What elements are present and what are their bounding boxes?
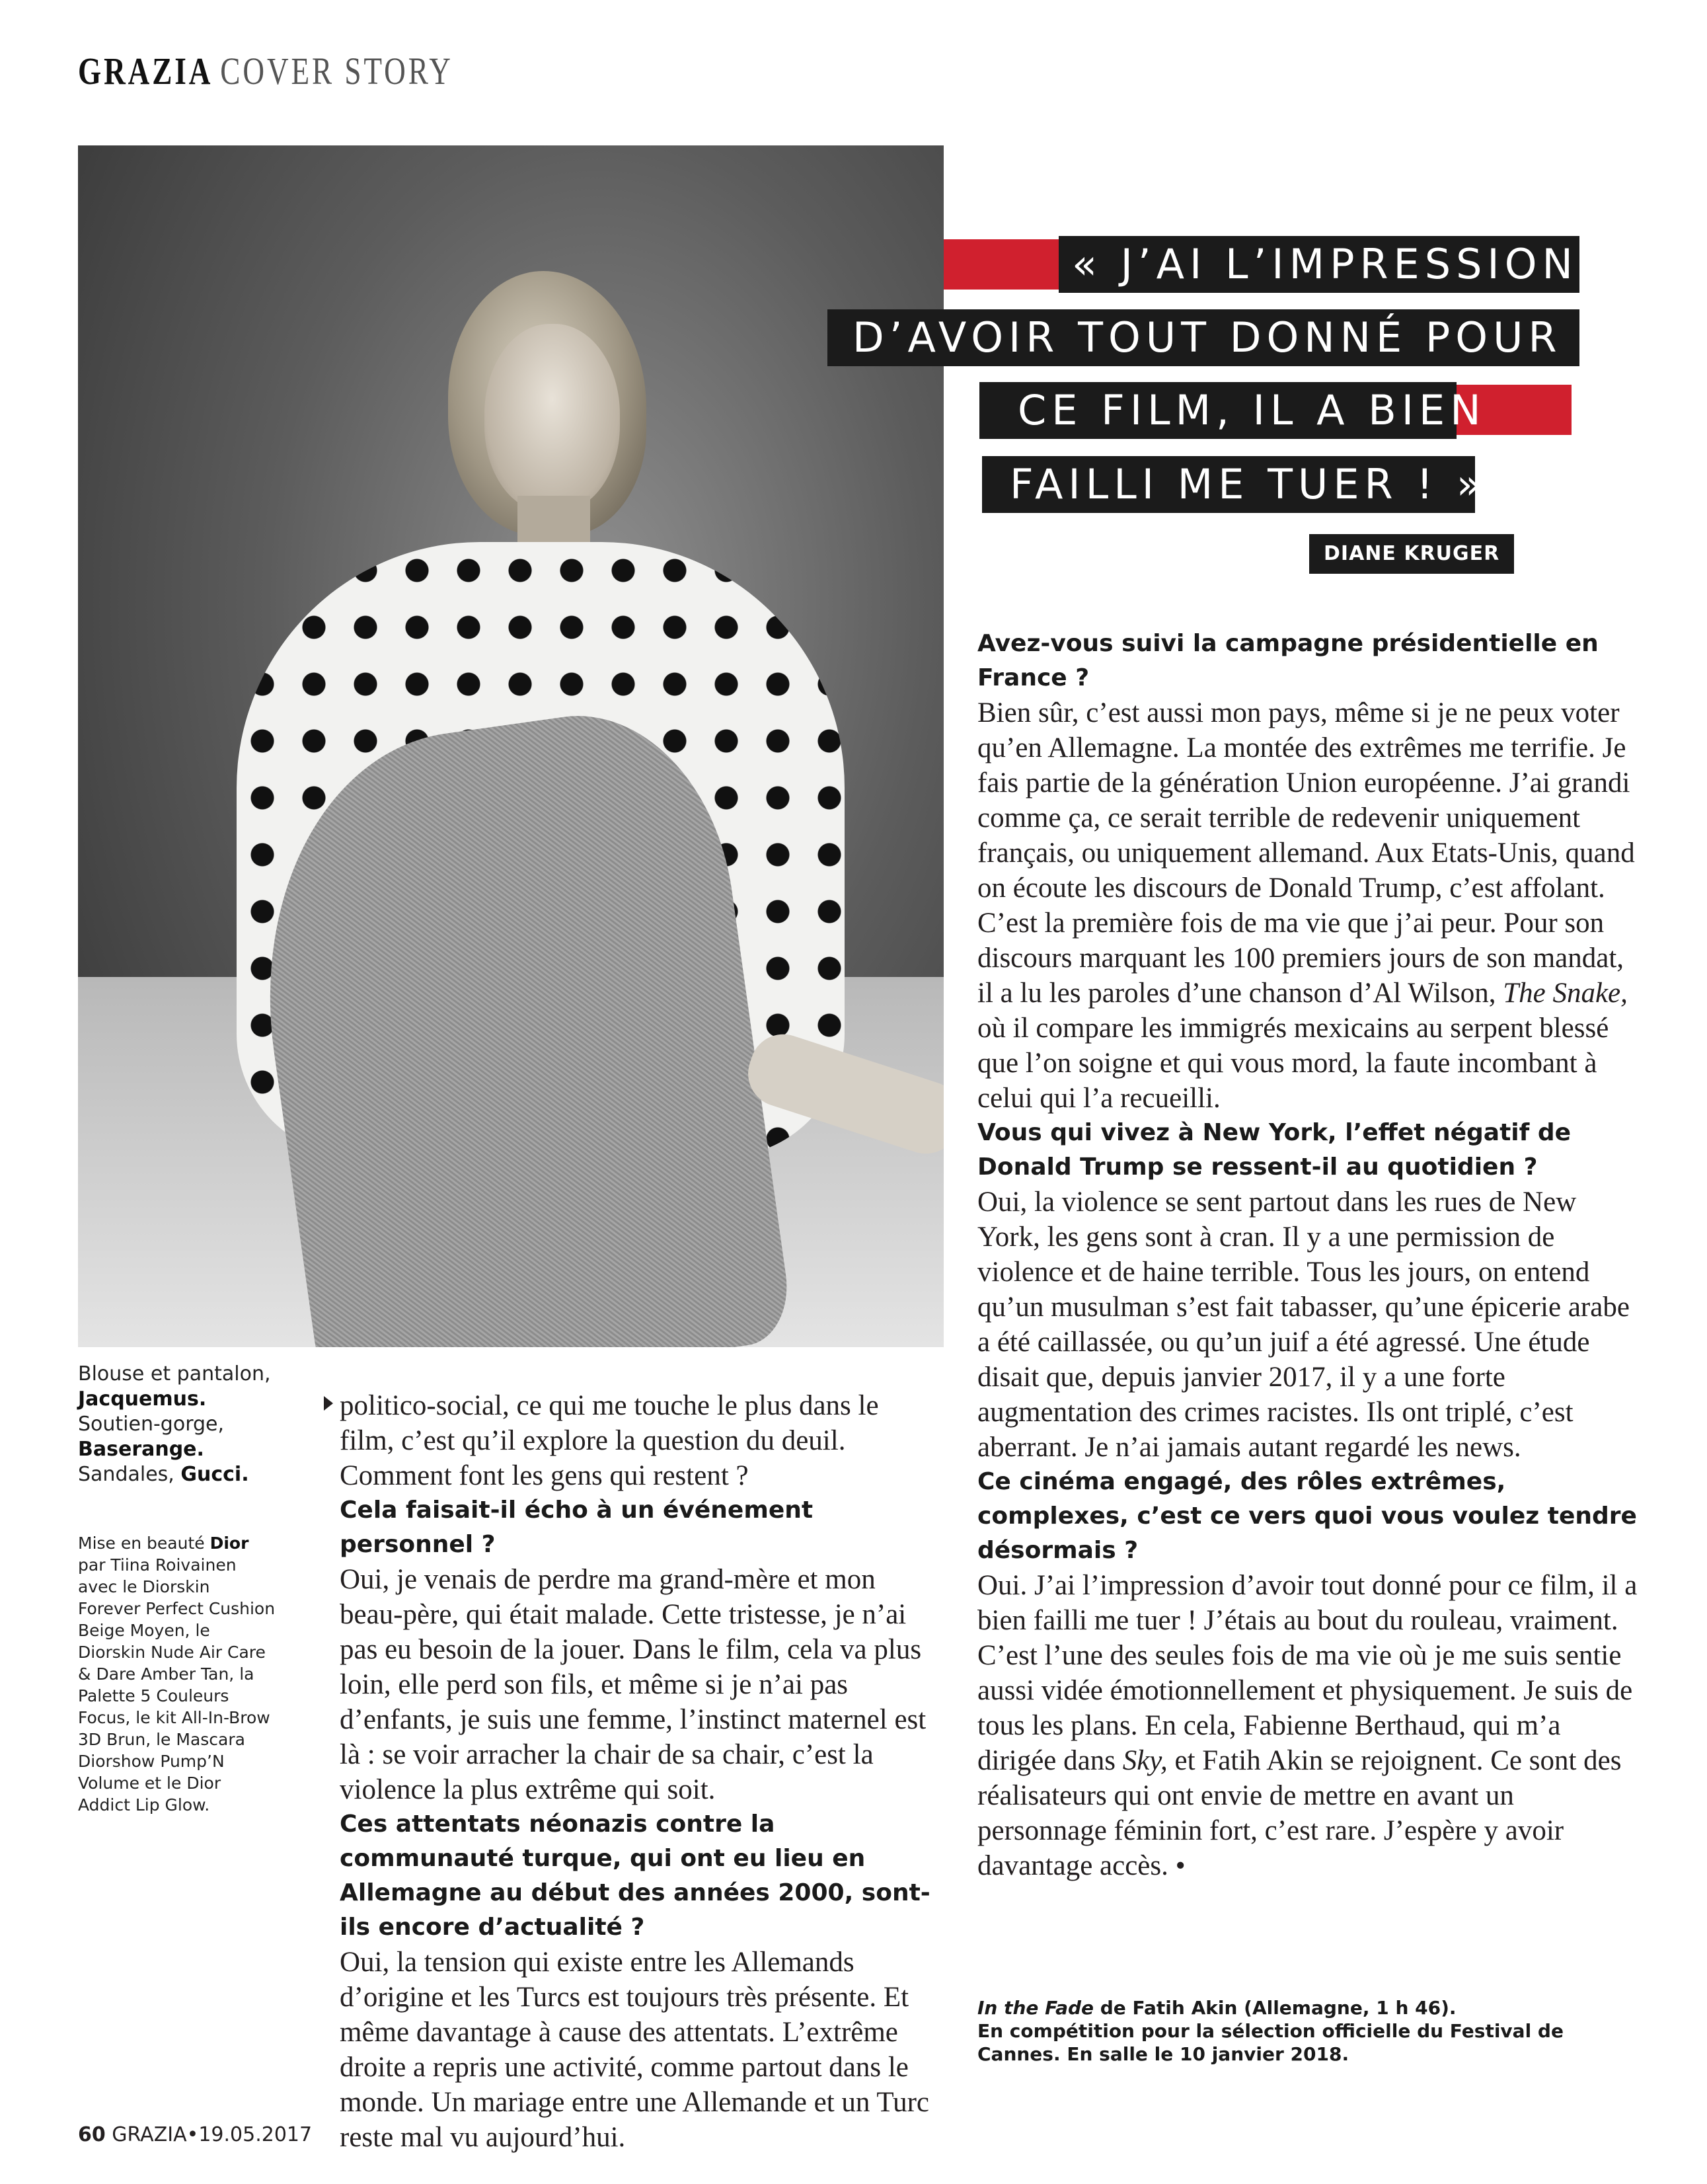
credit-text: Mise en beauté <box>78 1534 210 1553</box>
answer-text: et Fatih Akin se rejoignent. Ce sont des réalisateurs qui ont envie de mettre en avant un personnage féminin fort, c’est rare. J’espère y avoir davantage accès. • <box>977 1745 1622 1881</box>
footnote-text: En compétition pour la sélection officielle du Festival de Cannes. En salle le 10 janvier 2018. <box>977 2020 1564 2065</box>
film-title: Sky, <box>1122 1745 1168 1776</box>
cover-photo <box>78 145 944 1347</box>
answer-text: Oui. J’ai l’impression d’avoir tout donné pour ce film, il a bien failli me tuer ! J’étais au bout du rouleau, vraiment. C’est l’une des seules fois de ma vie où je me suis sentie aussi vidée émotionnellement et physiquement. Je suis de tous les plans. En cela, Fabienne Berthaud, qui m’a dirigée dans <box>977 1570 1638 1776</box>
answer-paragraph: Oui, la violence se sent partout dans les rues de New York, les gens sont à cran. Il y a une permission de violence et de haine terrible. Tous les jours, on entend qu’un musulman s’est fait tabasser, qu’une épicerie arabe a été caillassée, ou qu’un juif a été agressé. Une étude disait que, depuis janvier 2017, il y a une forte augmentation des crimes racistes. Ils ont triplé, c’est aberrant. Je n’ai jamais autant regardé les news. <box>977 1187 1630 1463</box>
footer-separator: • <box>186 2123 199 2146</box>
interview-question: Ce cinéma engagé, des rôles extrêmes, complexes, c’est ce vers quoi vous voulez tendre désormais ? <box>977 1468 1637 1564</box>
pull-quote-author: DIANE KRUGER <box>1309 534 1514 574</box>
interview-question: Ces attentats néonazis contre la communauté turque, qui ont eu lieu en Allemagne au début des années 2000, sont-ils encore d’actualité ? <box>340 1811 930 1941</box>
credit-text: par Tiina Roivainen avec le Diorskin Forever Perfect Cushion Beige Moyen, le Diorskin Nude Air Care & Dare Amber Tan, la Palette 5 Couleurs Focus, le kit All-In-Brow 3D Brun, le Mascara Diorshow Pump’N Volume et le Dior Addict Lip Glow. <box>78 1555 276 1814</box>
credit-brand: Dior <box>209 1534 249 1553</box>
section-title: COVER STORY <box>220 50 453 93</box>
footer-magazine: GRAZIA <box>112 2123 187 2146</box>
credit-brand: Baserange. <box>78 1438 204 1461</box>
pull-quote-line-4: FAILLI ME TUER ! » <box>982 456 1475 513</box>
song-title: The Snake, <box>1503 978 1628 1009</box>
credit-brand: Jacquemus. <box>78 1387 207 1411</box>
interview-question: Vous qui vivez à New York, l’effet négatif de Donald Trump se ressent-il au quotidien ? <box>977 1119 1572 1181</box>
pull-quote-line-3: CE FILM, IL A BIEN <box>979 382 1457 439</box>
credit-text: Blouse et pantalon, <box>78 1362 271 1385</box>
page-footer <box>78 2123 312 2146</box>
page-number: 60 <box>78 2123 106 2146</box>
pull-quote-line-2: D’AVOIR TOUT DONNÉ POUR <box>827 309 1579 366</box>
answer-paragraph: Oui, la tension qui existe entre les Allemands d’origine et les Turcs est toujours très présente. Et même davantage à cause des attentats. L’extrême droite a repris une activité, comme partout dans le monde. Un mariage entre une Allemande et un Turc reste mal vu aujourd’hui. <box>340 1947 930 2153</box>
answer-paragraph: Oui, je venais de perdre ma grand-mère et mon beau-père, qui était malade. Cette tristesse, je n’ai pas eu besoin de la jouer. Dans le film, cela va plus loin, elle perd son fils, et même si je n’ai pas d’enfants, je suis une femme, l’instinct maternel est là : se voir arracher la chair de sa chair, c’est la violence la plus extrême qui soit. <box>340 1564 927 1805</box>
beauty-credits <box>78 1532 276 1816</box>
footnote-text: de Fatih Akin (Allemagne, 1 h 46). <box>1094 1997 1457 2019</box>
photo-face <box>484 324 620 512</box>
magazine-brand: GRAZIA <box>78 50 213 93</box>
credit-text: Soutien-gorge, <box>78 1413 225 1436</box>
section-header <box>78 49 453 93</box>
answer-paragraph: politico-social, ce qui me touche le plus dans le film, c’est qu’il explore la question du deuil. Comment font les gens qui restent ? <box>340 1390 879 1491</box>
answer-paragraph <box>977 1568 1645 1883</box>
article-column-middle <box>340 1388 938 2155</box>
wardrobe-credits <box>78 1362 276 1487</box>
credit-text: Sandales, <box>78 1463 181 1486</box>
continuation-arrow-icon <box>324 1396 333 1411</box>
film-title: In the Fade <box>977 1997 1094 2019</box>
answer-text: Bien sûr, c’est aussi mon pays, même si je ne peux voter qu’en Allemagne. La montée des extrêmes me terrifie. Je fais partie de la génération Union européenne. J’ai grandi comme ça, ce serait terrible de redevenir uniquement français, ou uniquement allemand. Aux Etats-Unis, quand on écoute les discours de Donald Trump, c’est affolant. C’est la première fois de ma vie que j’ai peur. Pour son discours marquant les 100 premiers jours de son mandat, il a lu les paroles d’une chanson d’Al Wilson, <box>977 697 1635 1009</box>
film-info-footnote <box>977 1996 1645 2066</box>
article-column-right <box>977 627 1645 1883</box>
interview-question: Cela faisait-il écho à un événement personnel ? <box>340 1497 814 1558</box>
issue-date: 19.05.2017 <box>198 2123 313 2146</box>
credit-brand: Gucci. <box>180 1463 249 1486</box>
pull-quote-line-1: « J’AI L’IMPRESSION <box>1059 236 1579 293</box>
answer-paragraph <box>977 695 1645 1116</box>
interview-question: Avez-vous suivi la campagne présidentielle en France ? <box>977 630 1599 691</box>
answer-text: où il compare les immigrés mexicains au serpent blessé que l’on soigne et qui vous mord, la faute incombant à celui qui l’a recueilli. <box>977 1013 1609 1114</box>
